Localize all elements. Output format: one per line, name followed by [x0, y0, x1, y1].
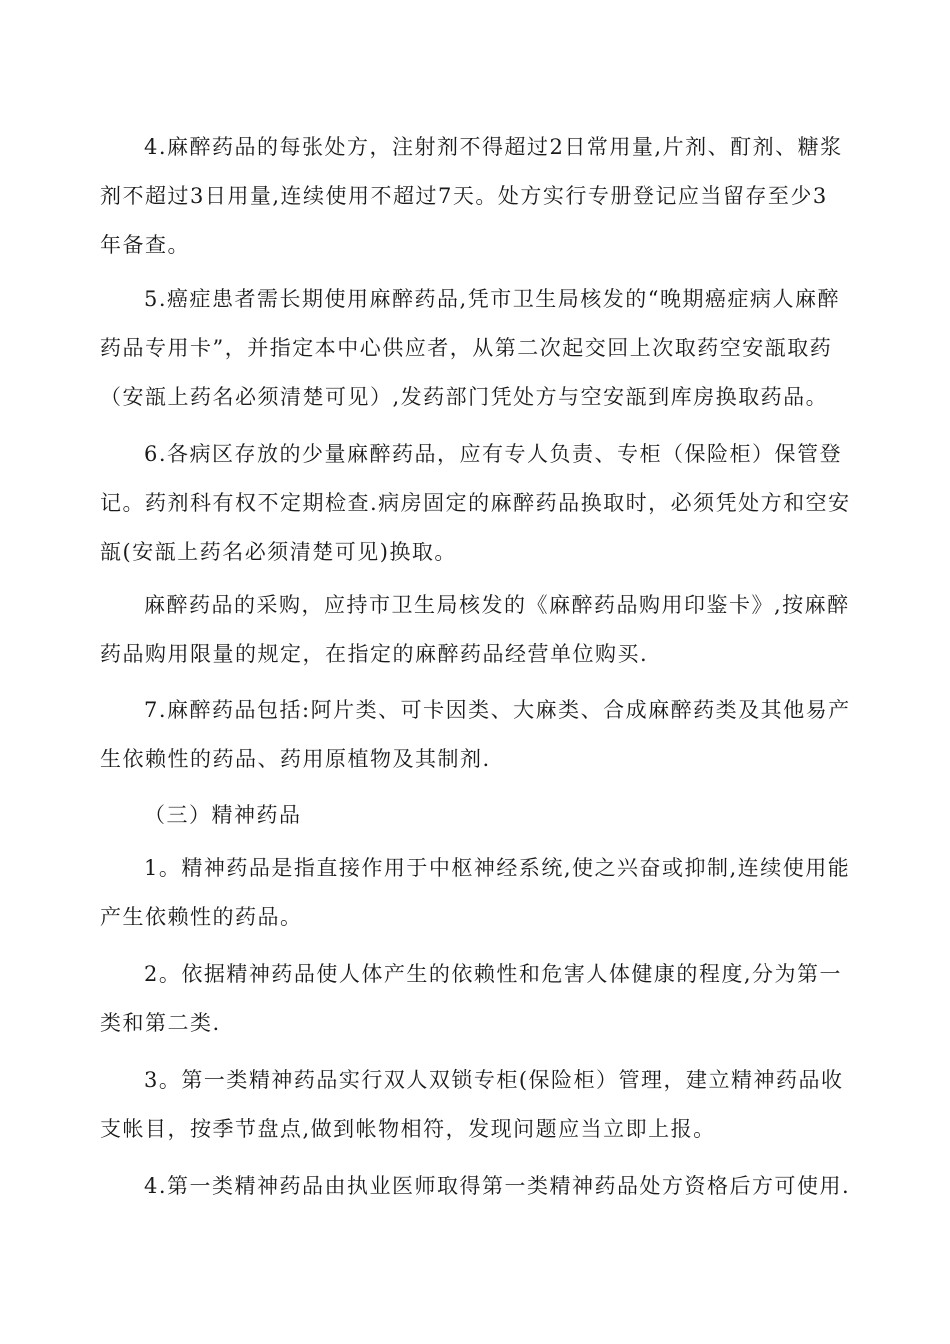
- paragraph-psych-item-1: [100, 844, 852, 942]
- paragraph-item-7-categories: [100, 686, 852, 784]
- text-line: 6.各病区存放的少量麻醉药品，应有专人负责、专柜（保险柜）保管登: [144, 442, 843, 466]
- text-line: （安瓿上药名必须清楚可见）,发药部门凭处方与空安瓿到库房换取药品。: [100, 385, 829, 409]
- text-line: 麻醉药品的采购，应持市卫生局核发的《麻醉药品购用印鉴卡》,按麻醉: [144, 593, 850, 617]
- text-line: 4.麻醉药品的每张处方，注射剂不得超过2日常用量,片剂、酊剂、糖浆: [144, 135, 843, 159]
- section-heading: （三）精神药品: [144, 803, 302, 827]
- text-line: 1。精神药品是指直接作用于中枢神经系统,使之兴奋或抑制,连续使用能: [144, 856, 851, 880]
- text-line: 2。依据精神药品使人体产生的依赖性和危害人体健康的程度,分为第一: [144, 962, 843, 986]
- text-line: 药品专用卡”，并指定本中心供应者，从第二次起交回上次取药空安瓿取药: [100, 336, 833, 360]
- paragraph-item-6-ward-storage: [100, 430, 852, 577]
- paragraph-item-4-anesthetic-prescription: [100, 123, 852, 270]
- paragraph-psych-item-2: [100, 950, 852, 1048]
- text-line: 类和第二类.: [100, 1011, 221, 1035]
- paragraph-item-5-cancer-patients: [100, 275, 852, 422]
- text-line: 年备查。: [100, 233, 190, 257]
- text-line: 药品购用限量的规定，在指定的麻醉药品经营单位购买.: [100, 642, 649, 666]
- text-line: 生依赖性的药品、药用原植物及其制剂.: [100, 747, 491, 771]
- text-line: 产生依赖性的药品。: [100, 905, 303, 929]
- text-line: 3。第一类精神药品实行双人双锁专柜(保险柜）管理，建立精神药品收: [144, 1068, 844, 1092]
- text-line: 7.麻醉药品包括:阿片类、可卡因类、大麻类、合成麻醉药类及其他易产: [144, 698, 851, 722]
- text-line: 支帐目，按季节盘点,做到帐物相符，发现问题应当立即上报。: [100, 1117, 716, 1141]
- paragraph-procurement: [100, 581, 852, 679]
- text-line: 5.癌症患者需长期使用麻醉药品,凭市卫生局核发的“晚期癌症病人麻醉: [144, 287, 840, 311]
- paragraph-psych-item-3: [100, 1056, 852, 1154]
- text-line: 瓿(安瓿上药名必须清楚可见)换取。: [100, 540, 457, 564]
- paragraph-psych-item-4: [100, 1162, 852, 1211]
- text-line: 记。药剂科有权不定期检查.病房固定的麻醉药品换取时，必须凭处方和空安: [100, 491, 851, 515]
- section-heading-psychotropic-drugs: [100, 791, 852, 840]
- text-line: 4.第一类精神药品由执业医师取得第一类精神药品处方资格后方可使用.: [144, 1174, 851, 1198]
- text-line: 剂不超过3日用量,连续使用不超过7天。处方实行专册登记应当留存至少3: [100, 184, 828, 208]
